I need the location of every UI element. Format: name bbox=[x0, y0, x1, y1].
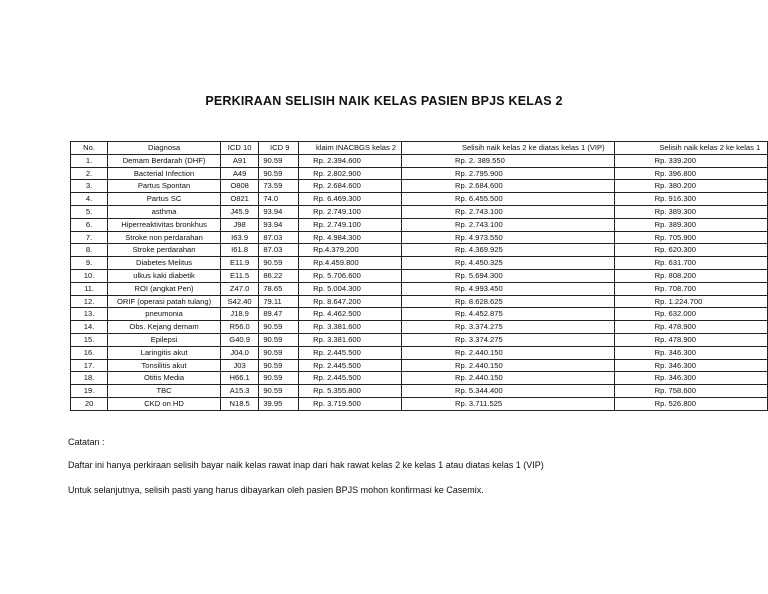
header-selisih-vip: Selisih naik kelas 2 ke diatas kelas 1 (VIP) bbox=[401, 142, 614, 155]
cell-selisih-vip: Rp. 2. 389.550 bbox=[401, 154, 614, 167]
table-row bbox=[71, 193, 768, 206]
cell-selisih-kelas1: Rp. 808.200 bbox=[614, 269, 767, 282]
cell-icd9: 90.59 bbox=[259, 359, 299, 372]
table-row bbox=[71, 167, 768, 180]
cell-selisih-kelas1: Rp. 339.200 bbox=[614, 154, 767, 167]
table-row bbox=[71, 308, 768, 321]
cell-icd9: 90.59 bbox=[259, 372, 299, 385]
cell-no: 5. bbox=[71, 205, 108, 218]
cell-klaim: Rp. 3.381.600 bbox=[299, 321, 402, 334]
cell-icd10: S42.40 bbox=[220, 295, 258, 308]
table-row bbox=[71, 321, 768, 334]
cell-klaim: Rp. 3.381.600 bbox=[299, 333, 402, 346]
cell-selisih-kelas1: Rp. 758.600 bbox=[614, 385, 767, 398]
table-row bbox=[71, 346, 768, 359]
cell-diagnosa: CKD on HD bbox=[108, 397, 221, 410]
cell-selisih-kelas1: Rp. 708.700 bbox=[614, 282, 767, 295]
cell-no: 19. bbox=[71, 385, 108, 398]
cell-selisih-kelas1: Rp. 620.300 bbox=[614, 244, 767, 257]
cell-diagnosa: Obs. Kejang demam bbox=[108, 321, 221, 334]
cell-icd10: G40.9 bbox=[220, 333, 258, 346]
cell-icd10: N18.5 bbox=[220, 397, 258, 410]
cell-icd9: 86.22 bbox=[259, 269, 299, 282]
cell-icd9: 90.59 bbox=[259, 257, 299, 270]
cell-selisih-vip: Rp. 2.440.150 bbox=[401, 359, 614, 372]
cell-selisih-vip: Rp. 6.455.500 bbox=[401, 193, 614, 206]
cell-selisih-vip: Rp. 4.993.450 bbox=[401, 282, 614, 295]
cell-no: 18. bbox=[71, 372, 108, 385]
cell-icd9: 87.03 bbox=[259, 231, 299, 244]
notes-line-2: Untuk selanjutnya, selisih pasti yang harus dibayarkan oleh pasien BPJS mohon konfirmasi ke Casemix. bbox=[68, 485, 484, 495]
table-row bbox=[71, 372, 768, 385]
cell-diagnosa: Stroke perdarahan bbox=[108, 244, 221, 257]
cell-klaim: Rp. 5.355.800 bbox=[299, 385, 402, 398]
cell-selisih-kelas1: Rp. 705.900 bbox=[614, 231, 767, 244]
cell-selisih-kelas1: Rp. 631.700 bbox=[614, 257, 767, 270]
cell-no: 9. bbox=[71, 257, 108, 270]
cell-selisih-vip: Rp. 2.743.100 bbox=[401, 205, 614, 218]
cell-selisih-vip: Rp. 2.440.150 bbox=[401, 346, 614, 359]
table-row bbox=[71, 180, 768, 193]
cell-selisih-vip: Rp. 2.684.600 bbox=[401, 180, 614, 193]
cell-selisih-kelas1: Rp. 1.224.700 bbox=[614, 295, 767, 308]
cell-icd10: R56.0 bbox=[220, 321, 258, 334]
table-row bbox=[71, 282, 768, 295]
cell-icd10: I63.9 bbox=[220, 231, 258, 244]
cell-no: 7. bbox=[71, 231, 108, 244]
cell-icd10: A15.3 bbox=[220, 385, 258, 398]
cell-diagnosa: Bacterial Infection bbox=[108, 167, 221, 180]
cell-diagnosa: Stroke non perdarahan bbox=[108, 231, 221, 244]
cell-selisih-kelas1: Rp. 389.300 bbox=[614, 205, 767, 218]
header-selisih-kelas1: Selisih naik kelas 2 ke kelas 1 bbox=[614, 142, 767, 155]
cell-diagnosa: Otitis Media bbox=[108, 372, 221, 385]
cell-diagnosa: TBC bbox=[108, 385, 221, 398]
cell-diagnosa: ulkus kaki diabetik bbox=[108, 269, 221, 282]
cell-klaim: Rp. 2.749.100 bbox=[299, 205, 402, 218]
cell-diagnosa: asthma bbox=[108, 205, 221, 218]
cell-selisih-vip: Rp. 5.344.400 bbox=[401, 385, 614, 398]
cell-klaim: Rp. 5.004.300 bbox=[299, 282, 402, 295]
cell-selisih-kelas1: Rp. 346.300 bbox=[614, 359, 767, 372]
cell-selisih-kelas1: Rp. 396.800 bbox=[614, 167, 767, 180]
cell-no: 12. bbox=[71, 295, 108, 308]
cell-selisih-kelas1: Rp. 526.800 bbox=[614, 397, 767, 410]
cell-klaim: Rp. 3.719.500 bbox=[299, 397, 402, 410]
header-icd10: ICD 10 bbox=[220, 142, 258, 155]
cell-klaim: Rp. 4.984.300 bbox=[299, 231, 402, 244]
header-klaim: klaim INACBGS kelas 2 bbox=[299, 142, 402, 155]
cell-no: 16. bbox=[71, 346, 108, 359]
notes-heading: Catatan : bbox=[68, 437, 105, 447]
cell-selisih-kelas1: Rp. 346.300 bbox=[614, 372, 767, 385]
cell-selisih-kelas1: Rp. 632.000 bbox=[614, 308, 767, 321]
table-row bbox=[71, 154, 768, 167]
table-row bbox=[71, 205, 768, 218]
cell-selisih-vip: Rp. 4.452.875 bbox=[401, 308, 614, 321]
cell-icd9: 90.59 bbox=[259, 346, 299, 359]
cell-selisih-vip: Rp. 3.374.275 bbox=[401, 333, 614, 346]
cell-no: 2. bbox=[71, 167, 108, 180]
cell-icd9: 89.47 bbox=[259, 308, 299, 321]
cell-klaim: Rp. 2.802.900 bbox=[299, 167, 402, 180]
cell-icd9: 73.59 bbox=[259, 180, 299, 193]
cell-icd9: 78.65 bbox=[259, 282, 299, 295]
cell-diagnosa: Tonsilitis akut bbox=[108, 359, 221, 372]
cell-no: 8. bbox=[71, 244, 108, 257]
table-row bbox=[71, 218, 768, 231]
cell-selisih-vip: Rp. 2.795.900 bbox=[401, 167, 614, 180]
cell-icd10: A91 bbox=[220, 154, 258, 167]
table-header-row bbox=[71, 142, 768, 155]
cell-selisih-vip: Rp. 8.628.625 bbox=[401, 295, 614, 308]
cell-no: 13. bbox=[71, 308, 108, 321]
header-diagnosa: Diagnosa bbox=[108, 142, 221, 155]
cell-diagnosa: Partus SC bbox=[108, 193, 221, 206]
cell-selisih-kelas1: Rp. 916.300 bbox=[614, 193, 767, 206]
cell-icd9: 90.59 bbox=[259, 321, 299, 334]
cell-diagnosa: pneumonia bbox=[108, 308, 221, 321]
cell-klaim: Rp.4.459.800 bbox=[299, 257, 402, 270]
cell-icd10: I61.8 bbox=[220, 244, 258, 257]
tariff-table bbox=[70, 141, 768, 411]
table-row bbox=[71, 244, 768, 257]
cell-klaim: Rp. 2.445.500 bbox=[299, 372, 402, 385]
cell-selisih-kelas1: Rp. 478.900 bbox=[614, 333, 767, 346]
cell-selisih-kelas1: Rp. 478.900 bbox=[614, 321, 767, 334]
notes-line-1: Daftar ini hanya perkiraan selisih bayar naik kelas rawat inap dari hak rawat kelas 2 ke kelas 1 atau diatas kelas 1 (VIP) bbox=[68, 460, 544, 470]
table-body bbox=[71, 154, 768, 410]
cell-no: 15. bbox=[71, 333, 108, 346]
table-row bbox=[71, 231, 768, 244]
cell-klaim: Rp. 2.445.500 bbox=[299, 359, 402, 372]
cell-icd10: E11.5 bbox=[220, 269, 258, 282]
cell-no: 17. bbox=[71, 359, 108, 372]
cell-no: 3. bbox=[71, 180, 108, 193]
cell-diagnosa: Diabetes Melitus bbox=[108, 257, 221, 270]
cell-diagnosa: Partus Spontan bbox=[108, 180, 221, 193]
cell-icd9: 79.11 bbox=[259, 295, 299, 308]
cell-selisih-vip: Rp. 4.450.325 bbox=[401, 257, 614, 270]
cell-no: 11. bbox=[71, 282, 108, 295]
cell-selisih-kelas1: Rp. 380.200 bbox=[614, 180, 767, 193]
cell-icd10: J04.0 bbox=[220, 346, 258, 359]
table-row bbox=[71, 397, 768, 410]
table-row bbox=[71, 359, 768, 372]
table-row bbox=[71, 257, 768, 270]
cell-diagnosa: Laringitis akut bbox=[108, 346, 221, 359]
table-row bbox=[71, 333, 768, 346]
cell-icd10: E11.9 bbox=[220, 257, 258, 270]
cell-diagnosa: ROI (angkat Pen) bbox=[108, 282, 221, 295]
cell-diagnosa: Epilepsi bbox=[108, 333, 221, 346]
cell-selisih-vip: Rp. 2.440.150 bbox=[401, 372, 614, 385]
cell-no: 20 bbox=[71, 397, 108, 410]
cell-icd10: J45.9 bbox=[220, 205, 258, 218]
cell-icd10: J98 bbox=[220, 218, 258, 231]
cell-klaim: Rp. 2.394.600 bbox=[299, 154, 402, 167]
cell-klaim: Rp. 2.445.500 bbox=[299, 346, 402, 359]
table-row bbox=[71, 295, 768, 308]
cell-selisih-vip: Rp. 4.973.550 bbox=[401, 231, 614, 244]
cell-klaim: Rp. 4.462.500 bbox=[299, 308, 402, 321]
cell-icd9: 90.59 bbox=[259, 385, 299, 398]
cell-icd9: 74.0 bbox=[259, 193, 299, 206]
cell-klaim: Rp. 5.706.600 bbox=[299, 269, 402, 282]
cell-diagnosa: Demam Berdarah (DHF) bbox=[108, 154, 221, 167]
cell-klaim: Rp. 2.749.100 bbox=[299, 218, 402, 231]
cell-icd9: 93.94 bbox=[259, 218, 299, 231]
cell-icd9: 90.59 bbox=[259, 333, 299, 346]
cell-klaim: Rp. 8.647.200 bbox=[299, 295, 402, 308]
cell-no: 4. bbox=[71, 193, 108, 206]
cell-no: 1. bbox=[71, 154, 108, 167]
table-row bbox=[71, 269, 768, 282]
cell-selisih-kelas1: Rp. 346.300 bbox=[614, 346, 767, 359]
cell-icd10: Z47.0 bbox=[220, 282, 258, 295]
cell-selisih-vip: Rp. 2.743.100 bbox=[401, 218, 614, 231]
document-title: PERKIRAAN SELISIH NAIK KELAS PASIEN BPJS KELAS 2 bbox=[205, 94, 563, 108]
cell-icd10: H66.1 bbox=[220, 372, 258, 385]
cell-icd9: 87.03 bbox=[259, 244, 299, 257]
cell-icd10: J18.9 bbox=[220, 308, 258, 321]
cell-icd10: O808 bbox=[220, 180, 258, 193]
cell-selisih-vip: Rp. 5.694.300 bbox=[401, 269, 614, 282]
cell-selisih-vip: Rp. 3.711.525 bbox=[401, 397, 614, 410]
cell-no: 10. bbox=[71, 269, 108, 282]
header-no: No. bbox=[71, 142, 108, 155]
cell-diagnosa: ORIF (operasi patah tulang) bbox=[108, 295, 221, 308]
cell-klaim: Rp. 2.684.600 bbox=[299, 180, 402, 193]
cell-klaim: Rp.4.379.200 bbox=[299, 244, 402, 257]
cell-icd10: A49 bbox=[220, 167, 258, 180]
cell-icd10: J03 bbox=[220, 359, 258, 372]
cell-icd9: 90.59 bbox=[259, 167, 299, 180]
cell-selisih-vip: Rp. 3.374.275 bbox=[401, 321, 614, 334]
header-icd9: ICD 9 bbox=[259, 142, 299, 155]
cell-icd9: 39.95 bbox=[259, 397, 299, 410]
cell-icd9: 93.94 bbox=[259, 205, 299, 218]
cell-selisih-vip: Rp. 4.369.925 bbox=[401, 244, 614, 257]
cell-no: 14. bbox=[71, 321, 108, 334]
cell-icd10: O821 bbox=[220, 193, 258, 206]
cell-diagnosa: Hiperreaktivitas bronkhus bbox=[108, 218, 221, 231]
cell-selisih-kelas1: Rp. 389.300 bbox=[614, 218, 767, 231]
table-row bbox=[71, 385, 768, 398]
cell-klaim: Rp. 6.469.300 bbox=[299, 193, 402, 206]
cell-icd9: 90.59 bbox=[259, 154, 299, 167]
cell-no: 6. bbox=[71, 218, 108, 231]
